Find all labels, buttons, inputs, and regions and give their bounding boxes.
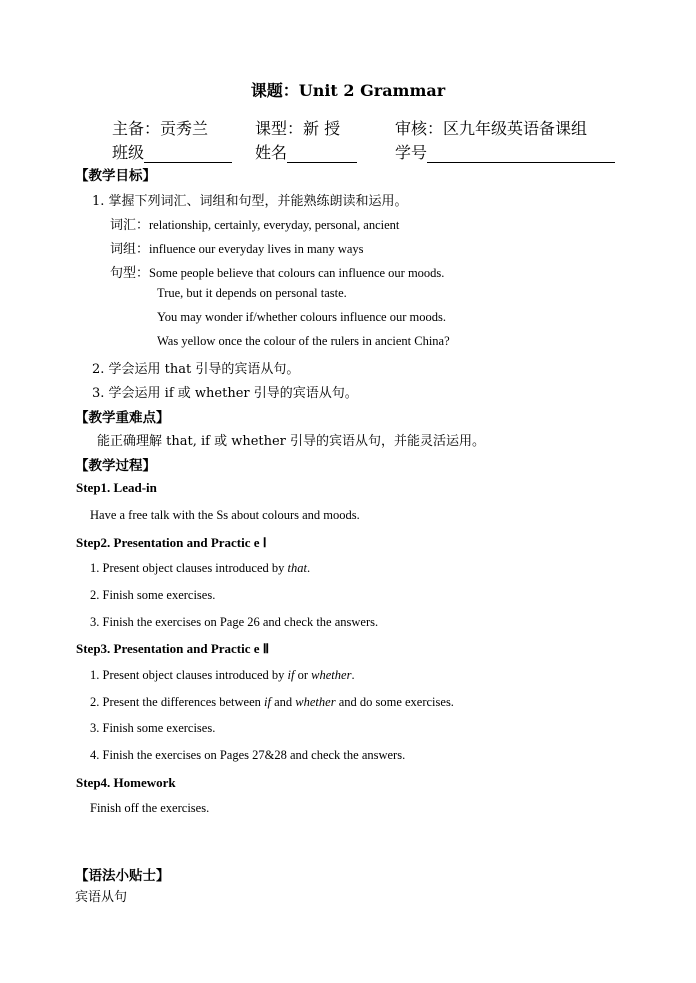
- class-label: 班级: [112, 143, 145, 162]
- step3-item-1-text: 1. Present object clauses introduced by: [90, 668, 288, 682]
- objective-item-2: 2. 学会运用 that 引导的宾语从句。: [92, 362, 300, 377]
- step2-item-1-end: .: [306, 561, 311, 575]
- step2-item-3: 3. Finish the exercises on Page 26 and check the answers.: [90, 615, 379, 629]
- class-blank[interactable]: [144, 146, 232, 163]
- step3-item-1-end: .: [351, 668, 355, 682]
- lesson-type: 课型：新 授: [255, 119, 341, 138]
- class-field: [112, 140, 232, 163]
- objective-item-1: 1. 掌握下列词汇、词组和句型，并能熟练朗读和运用。: [92, 194, 408, 209]
- name-label: 姓名: [255, 143, 288, 162]
- step1-title: Step1. Lead-in: [76, 480, 157, 495]
- step3-item-1-em-whether: whether: [311, 668, 352, 682]
- pattern-1: Some people believe that colours can influence our moods.: [149, 266, 445, 280]
- step3-item-1-mid: or: [294, 668, 312, 682]
- objectives-heading: 【教学目标】: [75, 168, 156, 184]
- objective-item-3: 3. 学会运用 if 或 whether 引导的宾语从句。: [92, 386, 358, 401]
- step2-item-1: [90, 561, 310, 576]
- process-heading: 【教学过程】: [75, 458, 156, 474]
- pattern-3: You may wonder if/whether colours influence our moods.: [157, 310, 446, 324]
- step3-item-3: 3. Finish some exercises.: [90, 721, 216, 735]
- pattern-2: True, but it depends on personal taste.: [157, 286, 347, 300]
- step3-item-2-em-whether: whether: [295, 695, 336, 709]
- step3-item-2-end: and do some exercises.: [335, 695, 454, 709]
- key-points-heading: 【教学重难点】: [75, 410, 170, 426]
- phrase-text: influence our everyday lives in many ways: [149, 242, 364, 256]
- step2-item-1-emphasis: that: [287, 561, 307, 575]
- name-field: [255, 140, 357, 163]
- preparer: 主备：贡秀兰: [112, 119, 209, 138]
- phrase-line: [110, 238, 364, 257]
- tips-text: 宾语从句: [75, 890, 128, 905]
- name-blank[interactable]: [287, 146, 357, 163]
- vocab-line: [110, 214, 399, 233]
- id-field: [395, 140, 615, 163]
- vocab-label: 词汇：: [110, 218, 150, 233]
- step3-item-1-em-if: if: [287, 668, 295, 682]
- step2-item-2: 2. Finish some exercises.: [90, 588, 216, 602]
- pattern-label: 句型：: [110, 266, 150, 281]
- step3-item-2: [90, 695, 454, 710]
- pattern-4: Was yellow once the colour of the rulers in ancient China?: [157, 334, 450, 348]
- step3-item-4: 4. Finish the exercises on Pages 27&28 and check the answers.: [90, 748, 406, 762]
- id-blank[interactable]: [427, 146, 615, 163]
- step1-text: Have a free talk with the Ss about colours and moods.: [90, 508, 360, 522]
- step4-text: Finish off the exercises.: [90, 801, 210, 815]
- id-label: 学号: [395, 143, 428, 162]
- pattern-line: [110, 262, 444, 281]
- tips-heading: 【语法小贴士】: [75, 868, 170, 884]
- step4-title: Step4. Homework: [76, 775, 176, 790]
- vocab-list: relationship, certainly, everyday, personal, ancient: [149, 218, 400, 232]
- key-points-text: 能正确理解 that, if 或 whether 引导的宾语从句，并能灵活运用。: [97, 434, 486, 449]
- step3-item-2-mid: and: [270, 695, 296, 709]
- page-title: 课题：Unit 2 Grammar: [250, 81, 446, 100]
- phrase-label: 词组：: [110, 242, 150, 257]
- step3-title: Step3. Presentation and Practic e Ⅱ: [76, 641, 270, 656]
- step2-title: Step2. Presentation and Practic e Ⅰ: [76, 535, 267, 550]
- step2-item-1-text: 1. Present object clauses introduced by: [90, 561, 288, 575]
- reviewer: 审核：区九年级英语备课组: [395, 119, 588, 138]
- step3-item-2-text: 2. Present the differences between: [90, 695, 265, 709]
- step3-item-1: [90, 668, 355, 683]
- step3-item-2-em-if: if: [264, 695, 271, 709]
